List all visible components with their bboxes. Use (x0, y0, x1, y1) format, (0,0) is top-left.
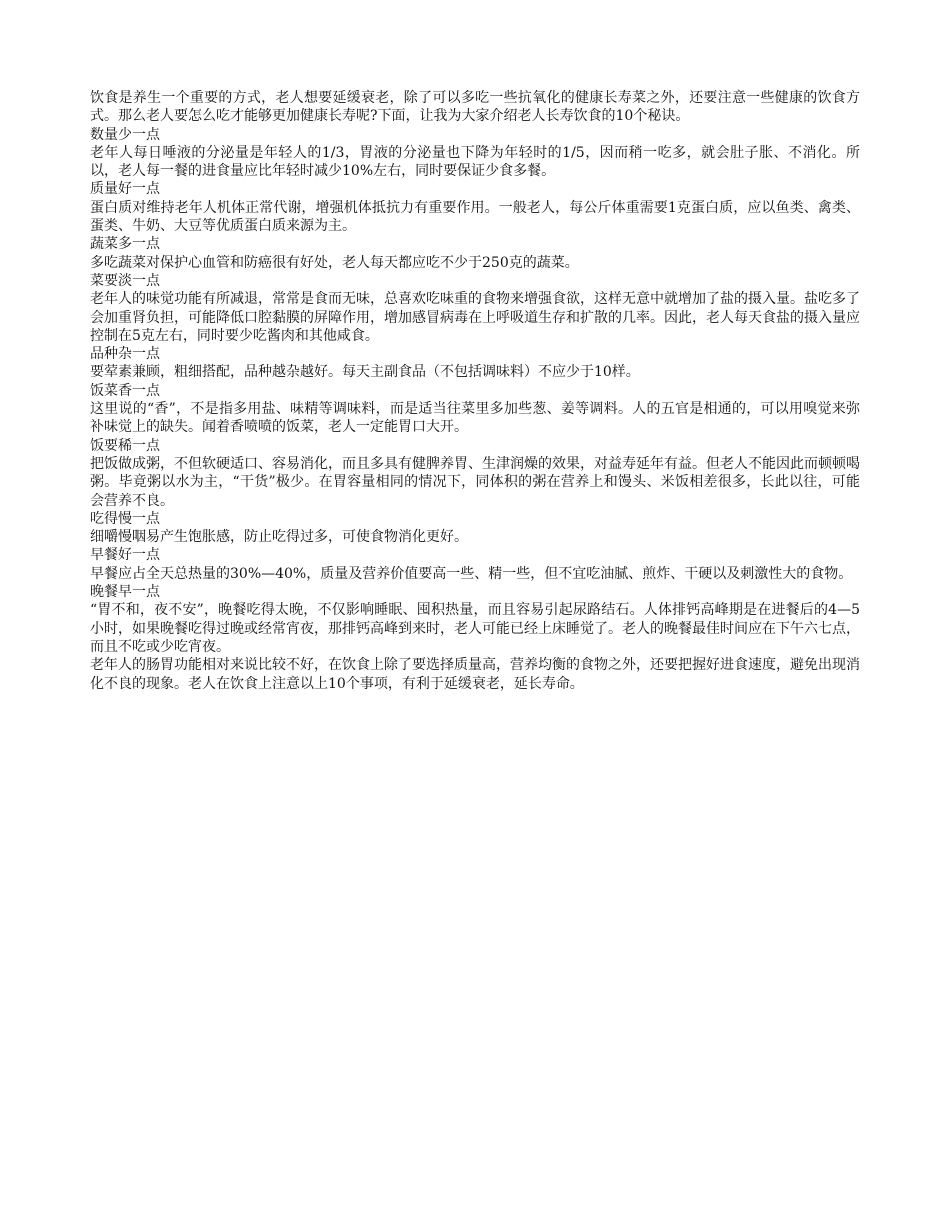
section-body: 蛋白质对维持老年人机体正常代谢，增强机体抵抗力有重要作用。一般老人，每公斤体重需要1克蛋白质，应以鱼类、禽类、蛋类、牛奶、大豆等优质蛋白质来源为主。 (90, 199, 860, 235)
section-heading: 蔬菜多一点 (90, 236, 160, 253)
section-heading: 饭菜香一点 (90, 382, 160, 399)
section-heading: 早餐好一点 (90, 547, 160, 564)
section-body: “胃不和，夜不安”，晚餐吃得太晚，不仅影响睡眠、囤积热量，而且容易引起尿路结石。人体排钙高峰期是在进餐后的4—5小时，如果晚餐吃得过晚或经常宵夜，那排钙高峰到来时，老人可能已经上床睡觉了。老人的晚餐最佳时间应在下午六七点，而且不吃或少吃宵夜。 (90, 602, 860, 655)
section-heading: 吃得慢一点 (90, 510, 160, 527)
section-heading: 数量少一点 (90, 126, 160, 143)
section-body: 早餐应占全天总热量的30%—40%，质量及营养价值要高一些、精一些，但不宜吃油腻、煎炸、干硬以及刺激性大的食物。 (90, 565, 853, 582)
section-body: 细嚼慢咽易产生饱胀感，防止吃得过多，可使食物消化更好。 (90, 529, 468, 546)
section-heading: 品种杂一点 (90, 346, 160, 363)
section-heading: 菜要淡一点 (90, 272, 160, 289)
section-heading: 晚餐早一点 (90, 584, 160, 601)
section-body: 老年人的味觉功能有所减退，常常是食而无味，总喜欢吃味重的食物来增强食欲，这样无意中就增加了盐的摄入量。盐吃多了会加重肾负担，可能降低口腔黏膜的屏障作用，增加感冒病毒在上呼吸道生存和扩散的几率。因此，老人每天食盐的摄入量应控制在5克左右，同时要少吃酱肉和其他咸食。 (90, 291, 860, 344)
conclusion-paragraph: 老年人的肠胃功能相对来说比较不好，在饮食上除了要选择质量高，营养均衡的食物之外，还要把握好进食速度，避免出现消化不良的现象。老人在饮食上注意以上10个事项，有利于延缓衰老，延长寿命。 (90, 657, 860, 692)
section-heading: 饭要稀一点 (90, 437, 160, 454)
section-body: 多吃蔬菜对保护心血管和防癌很有好处，老人每天都应吃不少于250克的蔬菜。 (90, 254, 579, 271)
section-body: 老年人每日唾液的分泌量是年轻人的1/3，胃液的分泌量也下降为年轻时的1/5，因而稍一吃多，就会肚子胀、不消化。所以，老人每一餐的进食量应比年轻时减少10%左右，同时要保证少食多餐。 (90, 144, 860, 180)
section-body: 要荤素兼顾，粗细搭配，品种越杂越好。每天主副食品（不包括调味料）不应少于10样。 (90, 364, 640, 381)
intro-paragraph: 饮食是养生一个重要的方式，老人想要延缓衰老，除了可以多吃一些抗氧化的健康长寿菜之外，还要注意一些健康的饮食方式。那么老人要怎么吃才能够更加健康长寿呢?下面，让我为大家介绍老人长寿饮食的10个秘诀。 (90, 90, 860, 125)
section-body: 这里说的“香”，不是指多用盐、味精等调味料，而是适当往菜里多加些葱、姜等调料。人的五官是相通的，可以用嗅觉来弥补味觉上的缺失。闻着香喷喷的饭菜，老人一定能胃口大开。 (90, 401, 860, 436)
section-body: 把饭做成粥，不但软硬适口、容易消化，而且多具有健脾养胃、生津润燥的效果，对益寿延年有益。但老人不能因此而顿顿喝粥。毕竟粥以水为主，“干货”极少。在胃容量相同的情况下，同体积的粥在营养上和馒头、米饭相差很多，长此以往，可能会营养不良。 (90, 455, 860, 509)
section-heading: 质量好一点 (90, 181, 160, 198)
article (90, 89, 860, 693)
